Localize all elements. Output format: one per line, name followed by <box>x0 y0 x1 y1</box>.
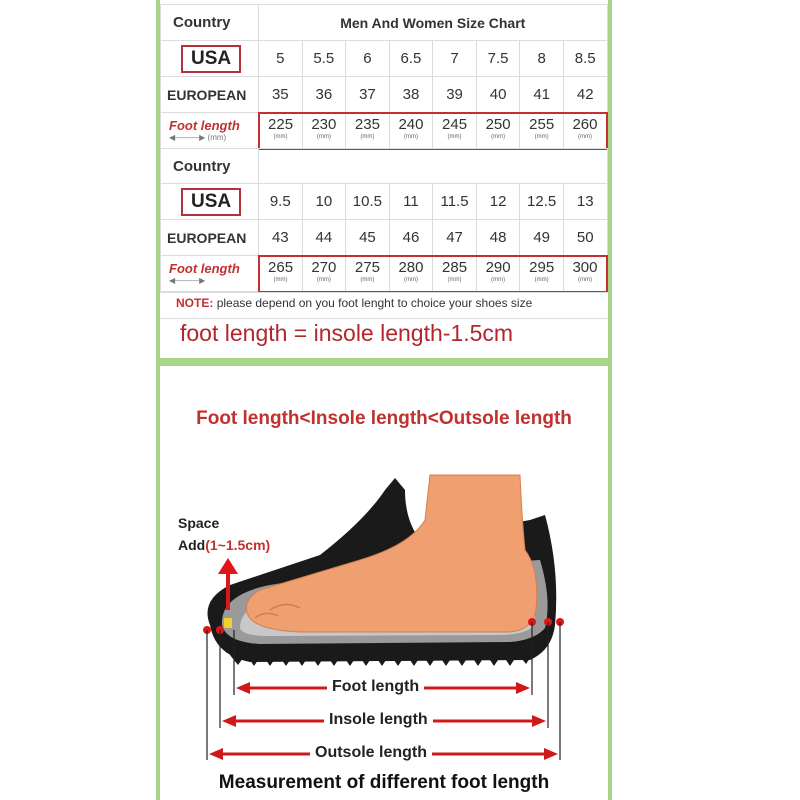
empty-header <box>259 149 608 184</box>
formula-text: foot length = insole length-1.5cm <box>180 320 514 346</box>
foot-length-ruler: ◀———▶ <box>169 276 206 285</box>
foot-length-cell: 290 (mm) <box>476 256 520 292</box>
foot-length-cell: 285 (mm) <box>433 256 477 292</box>
country-header: Country <box>161 5 259 41</box>
eu-size: 43 <box>259 220 303 256</box>
foot-length-cell: 295 (mm) <box>520 256 564 292</box>
space-add-label <box>178 512 270 556</box>
usa-size: 7 <box>433 41 477 77</box>
size-table-top <box>160 4 608 150</box>
usa-size: 5.5 <box>302 41 346 77</box>
eu-size: 41 <box>520 77 564 113</box>
foot-length-cell: 260 (mm) <box>563 113 607 149</box>
note-text: please depend on you foot lenght to choice your shoes size <box>216 296 533 310</box>
diagram-headline: Foot length<Insole length<Outsole length <box>196 408 572 429</box>
usa-size: 6.5 <box>389 41 433 77</box>
foot-length-cell: 255 (mm) <box>520 113 564 149</box>
usa-size: 8 <box>520 41 564 77</box>
eu-size: 38 <box>389 77 433 113</box>
foot-length-cell: 245 (mm) <box>433 113 477 149</box>
foot-length-ruler: ◀———▶ (mm) <box>169 133 227 142</box>
usa-size: 7.5 <box>476 41 520 77</box>
eu-size: 40 <box>476 77 520 113</box>
divider <box>160 318 608 319</box>
usa-label: USA <box>181 188 241 216</box>
eu-size: 39 <box>433 77 477 113</box>
usa-size: 8.5 <box>563 41 607 77</box>
usa-label-cell <box>161 41 259 77</box>
foot-length-cell: 235 (mm) <box>346 113 390 149</box>
usa-size: 9.5 <box>259 184 303 220</box>
usa-size: 12 <box>476 184 520 220</box>
usa-size: 13 <box>563 184 607 220</box>
section-separator <box>160 358 608 366</box>
foot-length-cell: 250 (mm) <box>476 113 520 149</box>
foot-length-label: Foot length <box>169 261 240 276</box>
chart-title: Men And Women Size Chart <box>259 5 608 41</box>
country-header: Country <box>161 149 259 184</box>
eu-size: 50 <box>563 220 607 256</box>
eu-size: 49 <box>520 220 564 256</box>
space-arrow-head <box>218 558 238 574</box>
usa-size: 12.5 <box>520 184 564 220</box>
usa-label-cell <box>161 184 259 220</box>
foot-length-cell: 265 (mm) <box>259 256 303 292</box>
eu-size: 42 <box>563 77 607 113</box>
note-prefix: NOTE: <box>176 296 214 310</box>
foot-length-label-cell <box>161 113 259 149</box>
usa-size: 6 <box>346 41 390 77</box>
add-label: Add(1~1.5cm) <box>178 537 271 553</box>
usa-size: 10 <box>302 184 346 220</box>
eu-size: 46 <box>389 220 433 256</box>
outsole-length-dim-label: Outsole length <box>310 744 432 762</box>
add-range: (1~1.5cm) <box>205 537 271 553</box>
size-table-bottom <box>160 148 608 293</box>
usa-size: 11 <box>389 184 433 220</box>
usa-size: 11.5 <box>433 184 477 220</box>
usa-size: 10.5 <box>346 184 390 220</box>
usa-size: 5 <box>259 41 303 77</box>
foot-length-cell: 230 (mm) <box>302 113 346 149</box>
eu-size: 45 <box>346 220 390 256</box>
foot-length-cell: 275 (mm) <box>346 256 390 292</box>
usa-label: USA <box>181 45 241 73</box>
space-label: Space <box>178 515 220 531</box>
european-label: EUROPEAN <box>161 77 259 113</box>
foot-length-cell: 225 (mm) <box>259 113 303 149</box>
note-line <box>176 296 532 310</box>
foot-length-cell: 240 (mm) <box>389 113 433 149</box>
foot-length-cell: 300 (mm) <box>563 256 607 292</box>
foot-length-cell: 280 (mm) <box>389 256 433 292</box>
insole-length-dim-label: Insole length <box>324 711 433 729</box>
eu-size: 48 <box>476 220 520 256</box>
eu-size: 37 <box>346 77 390 113</box>
diagram-caption: Measurement of different foot length <box>218 772 550 793</box>
eu-size: 35 <box>259 77 303 113</box>
eu-size: 36 <box>302 77 346 113</box>
space-marker <box>224 618 232 628</box>
foot-length-dim-label: Foot length <box>327 678 424 696</box>
european-label: EUROPEAN <box>161 220 259 256</box>
divider <box>160 292 608 293</box>
foot-length-cell: 270 (mm) <box>302 256 346 292</box>
eu-size: 44 <box>302 220 346 256</box>
eu-size: 47 <box>433 220 477 256</box>
foot-length-label-cell <box>161 256 259 292</box>
foot-length-label: Foot length <box>169 118 240 133</box>
